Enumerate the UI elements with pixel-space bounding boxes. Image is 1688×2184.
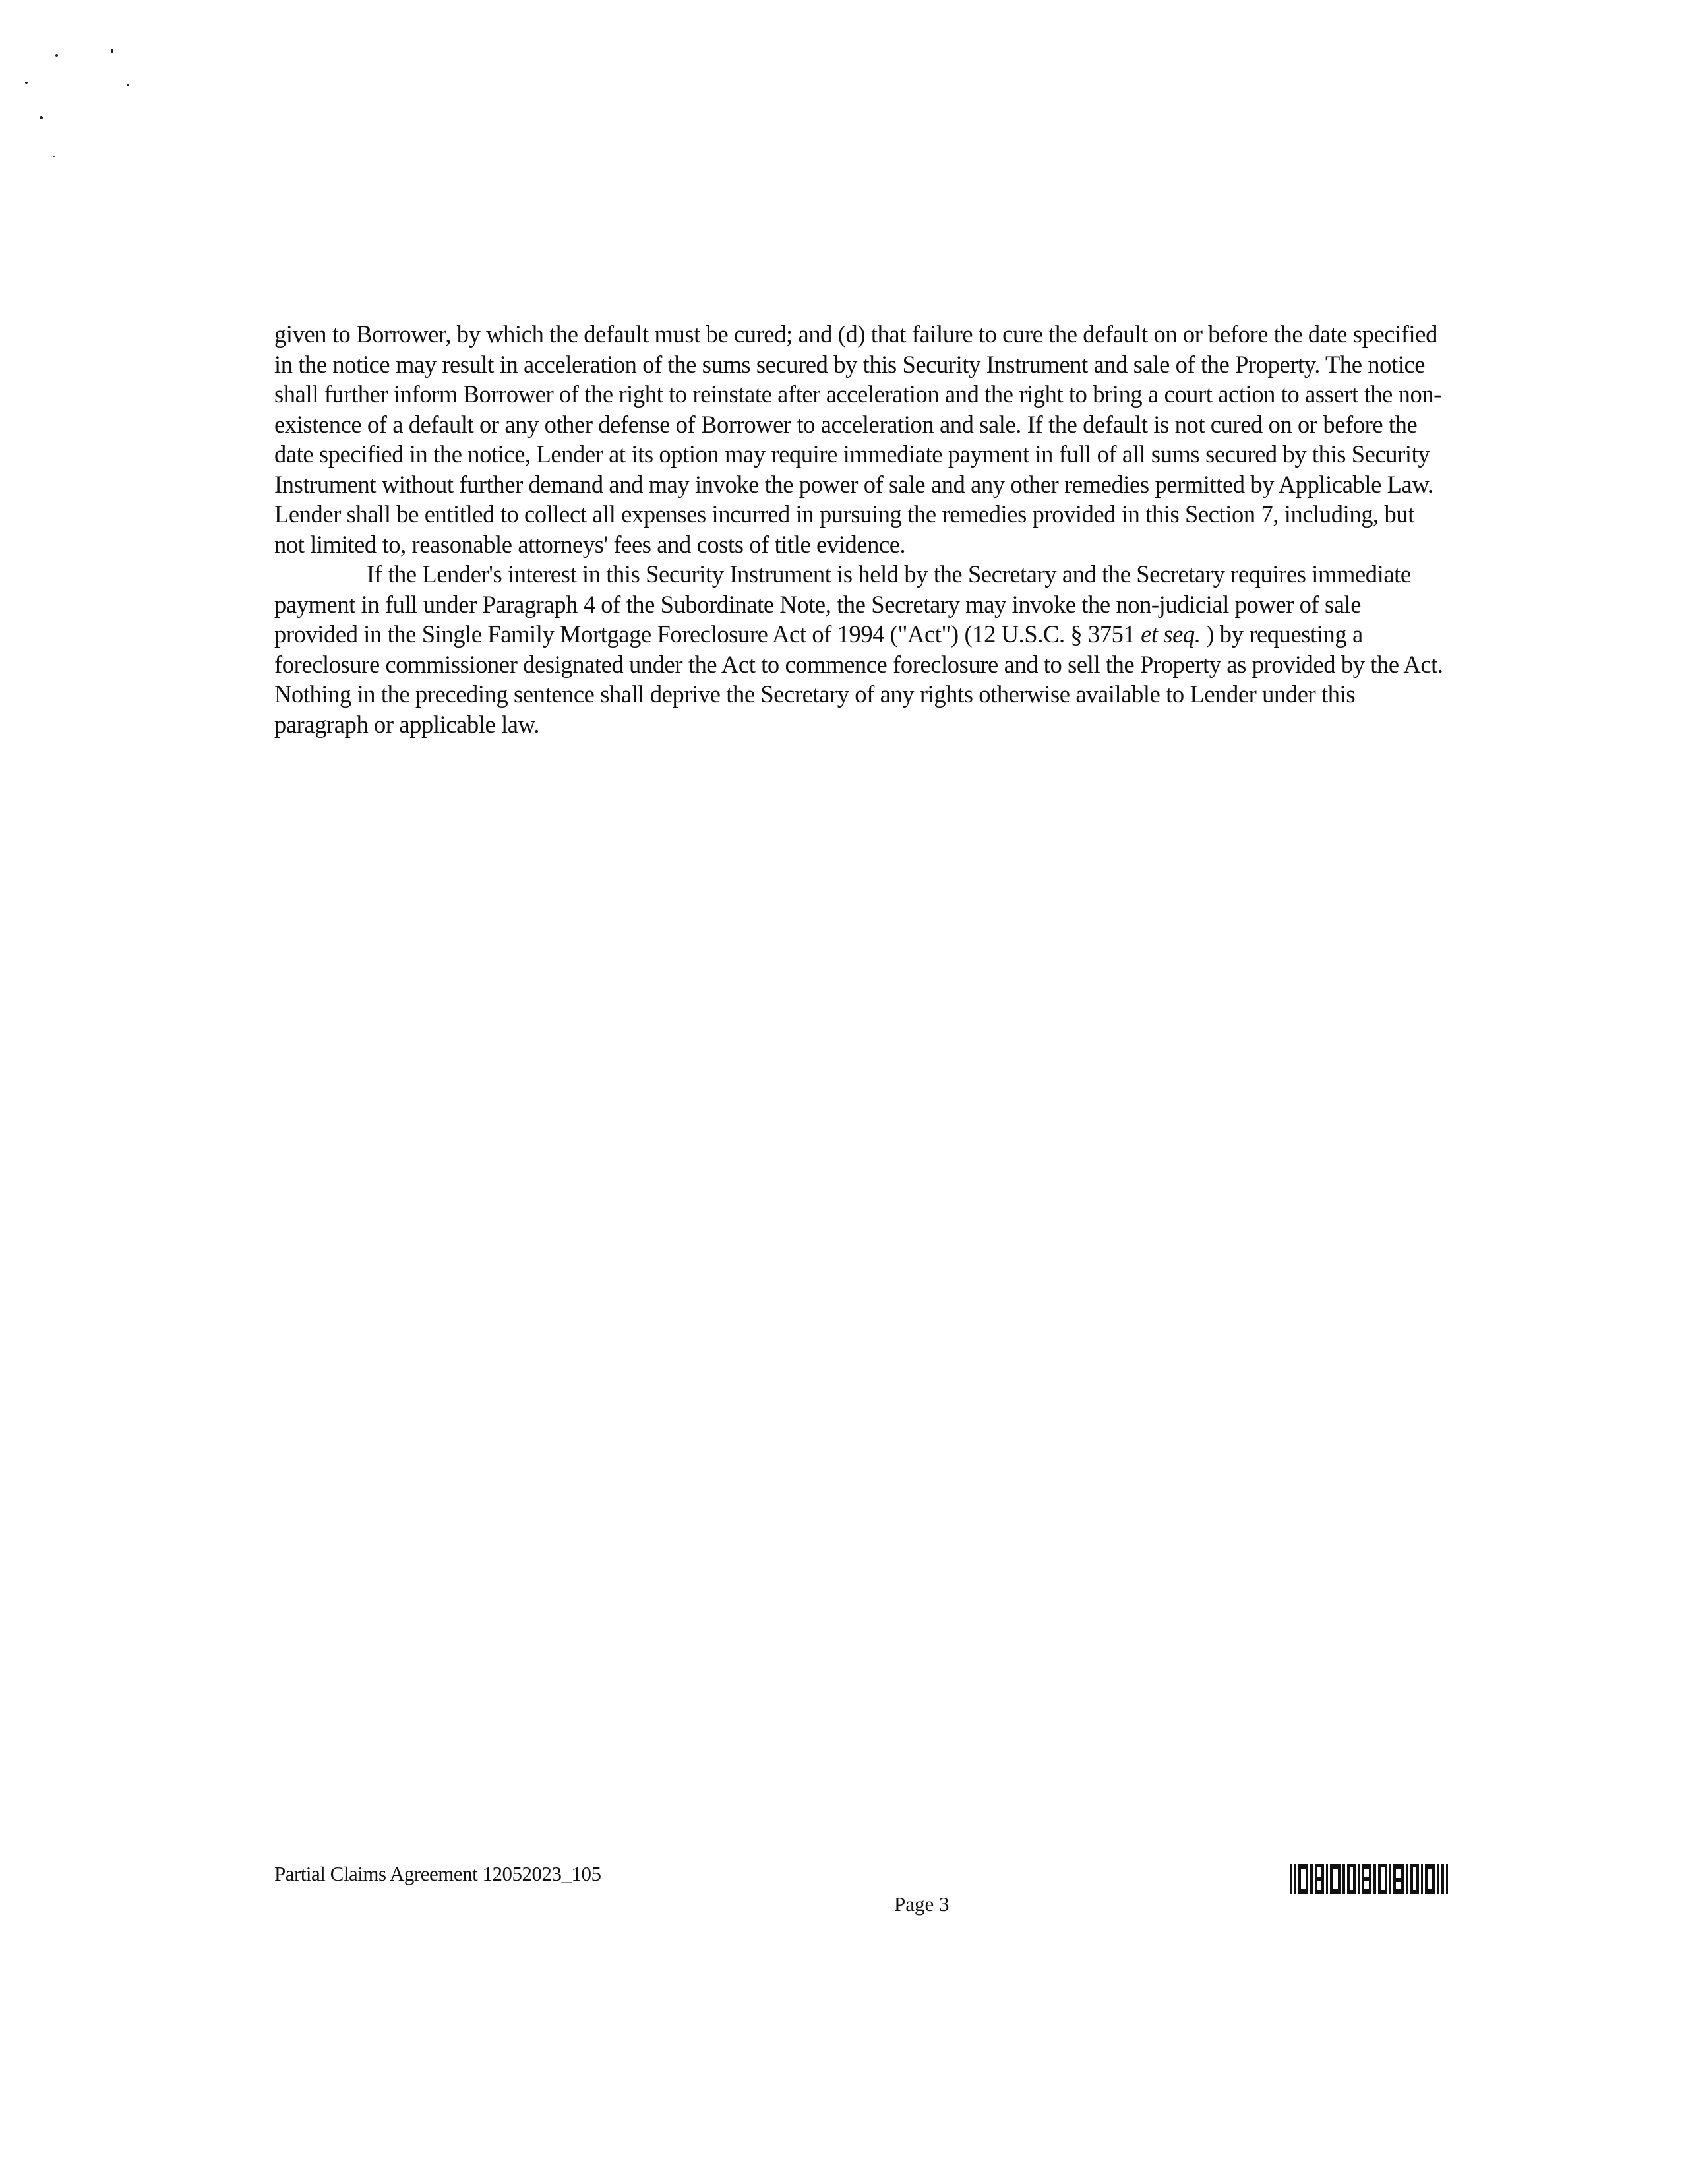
page-number: Page 3 — [894, 1893, 950, 1916]
italic-et-seq: et seq. — [1141, 621, 1201, 648]
document-body — [274, 319, 1448, 739]
footer-document-label: Partial Claims Agreement 12052023_105 — [274, 1862, 601, 1885]
scan-speck — [53, 156, 55, 157]
paragraph-text-part: ) by requesting a foreclosure commissioner designated under the Act to commence foreclosure and to sell the Property as provided by the Act. Nothing in the preceding sentence shall deprive the Secretary of any rights otherwise available to Lender under this paragraph or applicable law. — [274, 621, 1443, 738]
scan-speck — [25, 82, 28, 84]
barcode-icon — [1290, 1864, 1448, 1894]
scan-speck — [55, 54, 58, 57]
paragraph-text-part: If the Lender's interest in this Security Instrument is held by the Secretary and the Secretary requires immediate payment in full under Paragraph 4 of the Subordinate Note, the Secretary may invoke the non-judicial power of sale provided in the Single Family Mortgage Foreclosure Act of 1994 ("Act") (12 U.S.C. § 3751 — [274, 561, 1411, 648]
scan-speck — [111, 49, 113, 53]
paragraph-default-notice: given to Borrower, by which the default must be cured; and (d) that failure to cure the default on or before the date specified in the notice may result in acceleration of the sums secured by this Security Instrument and sale of the Property. The notice shall further inform Borrower of the right to reinstate after acceleration and the right to bring a court action to assert the non-existence of a default or any other defense of Borrower to acceleration and sale. If the default is not cured on or before the date specified in the notice, Lender at its option may require immediate payment in full of all sums secured by this Security Instrument without further demand and may invoke the power of sale and any other remedies permitted by Applicable Law. Lender shall be entitled to collect all expenses incurred in pursuing the remedies provided in this Section 7, including, but not limited to, reasonable attorneys' fees and costs of title evidence. — [274, 320, 1441, 558]
paragraph-secretary-foreclosure — [274, 559, 1448, 739]
scan-speck — [127, 84, 129, 86]
scan-speck — [40, 116, 43, 119]
